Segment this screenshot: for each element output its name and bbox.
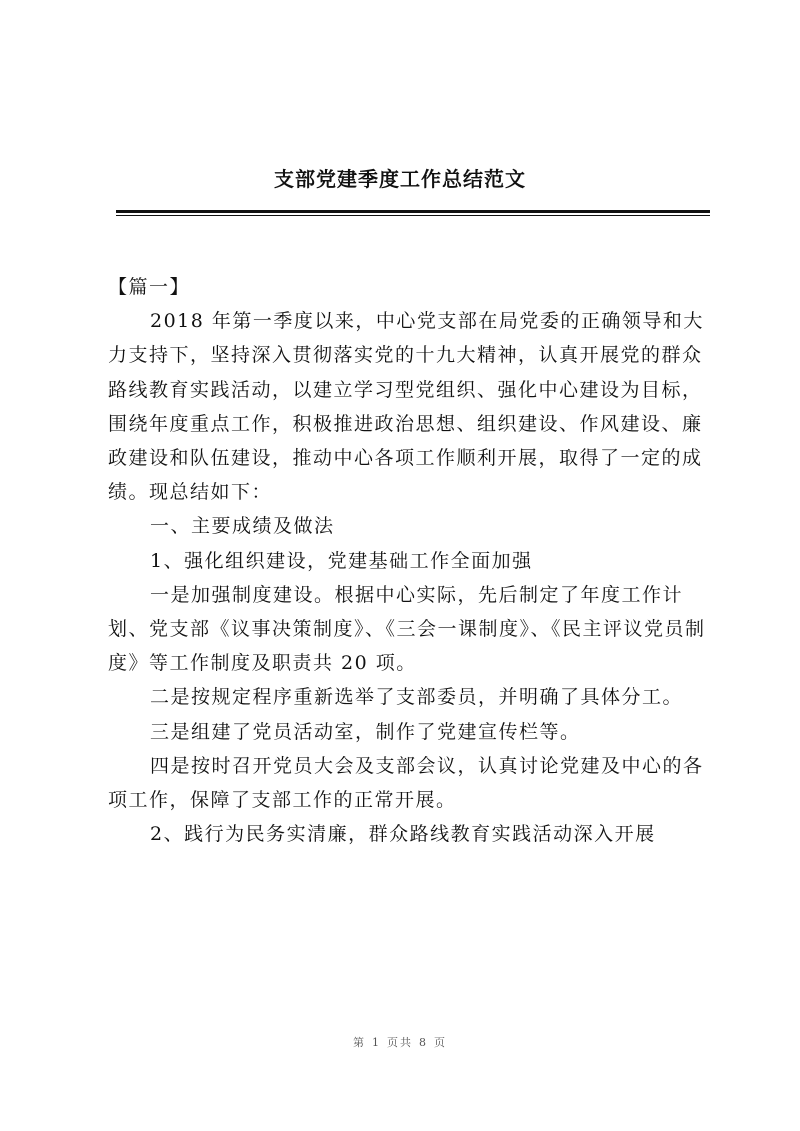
paragraph-intro: 2018 年第一季度以来，中心党支部在局党委的正确领导和大力支持下，坚持深入贯彻落实党的十九大精神，认真开展党的群众路线教育实践活动，以建立学习型党组织、强化中心建设为目标，围绕年度重点工作，积极推进政治思想、组织建设、作风建设、廉政建设和队伍建设，推动中心各项工作顺利开展，取得了一定的成绩。现总结如下： [108, 310, 704, 504]
document-body [108, 270, 708, 851]
paragraph-item-2: 二是按规定程序重新选举了支部委员，并明确了具体分工。 [150, 686, 684, 709]
subheading-organization-building: 1、强化组织建设，党建基础工作全面加强 [150, 549, 533, 572]
footer-current-page: 1 [372, 1036, 381, 1049]
title-rule-thick [116, 210, 710, 213]
page-footer [0, 1034, 800, 1050]
paragraph-item-3: 三是组建了党员活动室，制作了党建宣传栏等。 [150, 720, 581, 743]
footer-suffix: 页 [434, 1036, 447, 1049]
title-rule-thin [116, 215, 710, 216]
subheading-mass-line: 2、践行为民务实清廉，群众路线教育实践活动深入开展 [150, 823, 656, 846]
paragraph-item-4: 四是按时召开党员大会及支部会议，认真讨论党建及中心的各项工作，保障了支部工作的正常开展。 [108, 754, 704, 812]
document-title: 支部党建季度工作总结范文 [274, 167, 526, 191]
paragraph-item-1: 一是加强制度建设。根据中心实际，先后制定了年度工作计划、党支部《议事决策制度》、《三会一课制度》、《民主评议党员制度》等工作制度及职责共 20 项。 [108, 583, 706, 675]
footer-middle: 页共 [387, 1036, 413, 1049]
footer-prefix: 第 [353, 1036, 366, 1049]
heading-main-achievements: 一、主要成绩及做法 [150, 515, 335, 538]
section-label: 【篇一】 [108, 276, 191, 298]
footer-total-pages: 8 [419, 1036, 428, 1049]
